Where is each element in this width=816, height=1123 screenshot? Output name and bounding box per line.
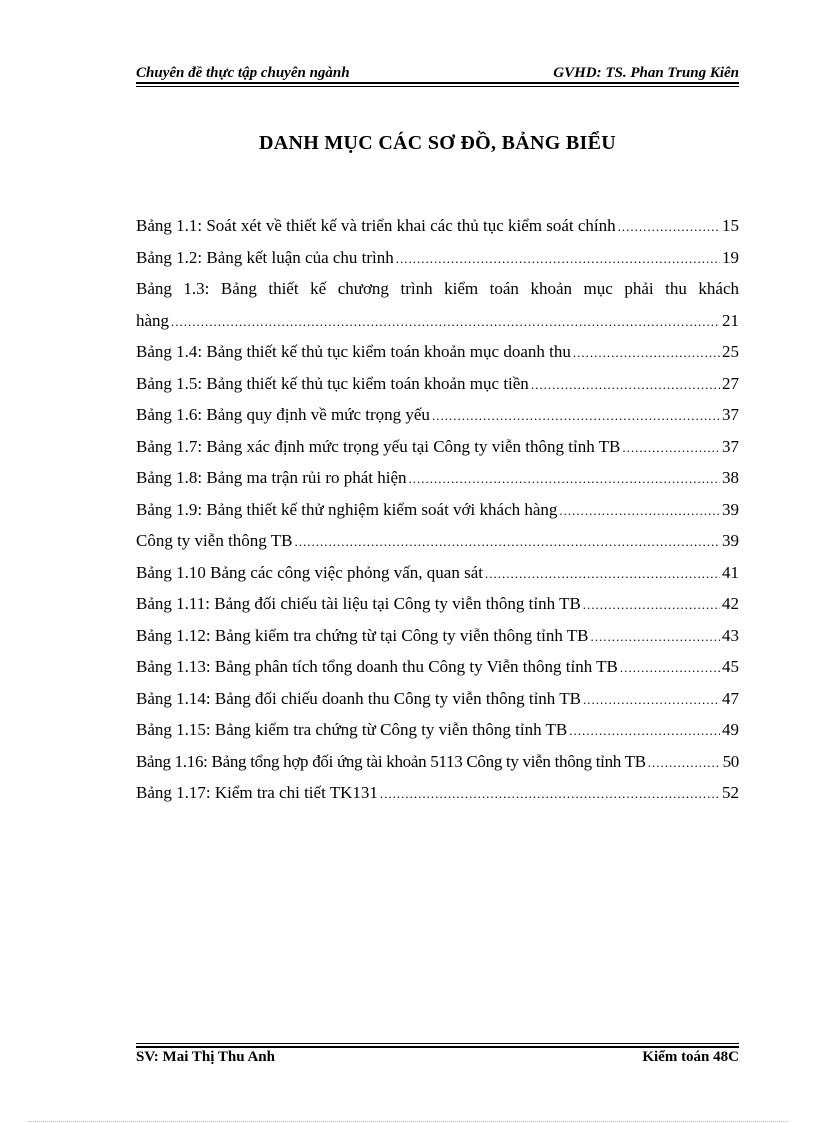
toc-entry-page: 45	[722, 657, 739, 676]
toc-entry-label: Bảng 1.17: Kiểm tra chi tiết TK131	[136, 783, 378, 802]
toc-entry-page: 15	[722, 216, 739, 235]
toc-entry-page: 25	[722, 342, 739, 361]
toc-leader	[432, 400, 720, 432]
toc-leader	[618, 211, 720, 243]
toc-entry[interactable]	[136, 210, 739, 242]
toc-entry[interactable]	[136, 683, 739, 715]
toc-entry[interactable]	[136, 242, 739, 274]
toc-entry-label: Bảng 1.16: Bảng tổng hợp đối ứng tài khoản 5113 Công ty viễn thông tỉnh TB	[136, 751, 646, 771]
toc-entry[interactable]	[136, 336, 739, 368]
toc-entry-page: 50	[722, 751, 739, 771]
toc-entry-label: Bảng 1.8: Bảng ma trận rủi ro phát hiện	[136, 468, 407, 487]
toc-entry-label: Bảng 1.1: Soát xét về thiết kế và triển khai các thủ tục kiểm soát chính	[136, 216, 616, 235]
toc-leader	[620, 652, 720, 684]
toc-entry-label: Bảng 1.5: Bảng thiết kế thủ tục kiểm toán khoản mục tiền	[136, 373, 529, 393]
toc-leader	[648, 747, 721, 779]
toc-leader	[591, 621, 720, 653]
toc-entry-page: 37	[722, 436, 739, 456]
page-edge-divider	[28, 1121, 788, 1122]
header-left: Chuyên đề thực tập chuyên ngành	[136, 65, 350, 81]
toc-entry[interactable]	[136, 714, 739, 746]
toc-entry[interactable]	[136, 368, 739, 400]
toc-entry-page: 52	[722, 783, 739, 802]
toc-leader	[569, 715, 720, 747]
toc-entry-label: Công ty viễn thông TB	[136, 531, 293, 550]
toc-entry-label: Bảng 1.7: Bảng xác định mức trọng yếu tại Công ty viễn thông tỉnh TB	[136, 436, 621, 456]
page-footer	[136, 1049, 739, 1066]
toc-entry-label: Bảng 1.9: Bảng thiết kế thử nghiệm kiểm soát với khách hàng	[136, 499, 558, 519]
toc-entry-label: Bảng 1.15: Bảng kiểm tra chứng từ Công ty viễn thông tỉnh TB	[136, 720, 568, 739]
toc-entry-label: Bảng 1.3: Bảng thiết kế chương trình kiểm toán khoản mục phải thu khách	[136, 279, 739, 298]
toc-entry[interactable]	[136, 588, 739, 620]
table-of-contents	[136, 210, 739, 809]
header-rule	[136, 82, 739, 84]
toc-entry[interactable]	[136, 399, 739, 431]
toc-entry[interactable]	[136, 746, 739, 778]
toc-entry-page: 39	[722, 499, 739, 519]
toc-leader	[583, 684, 720, 716]
toc-entry[interactable]	[136, 305, 739, 337]
toc-entry-label: Bảng 1.6: Bảng quy định về mức trọng yếu	[136, 405, 430, 424]
toc-leader	[380, 778, 720, 810]
toc-leader	[171, 306, 720, 338]
toc-entry-label: Bảng 1.4: Bảng thiết kế thủ tục kiểm toán khoản mục doanh thu	[136, 342, 571, 361]
toc-entry-label: Bảng 1.13: Bảng phân tích tổng doanh thu Công ty Viễn thông tỉnh TB	[136, 657, 618, 676]
toc-entry-line1[interactable]	[136, 273, 739, 305]
toc-leader	[485, 558, 720, 590]
toc-leader	[396, 243, 720, 275]
toc-entry[interactable]	[136, 777, 739, 809]
toc-entry-page: 47	[722, 688, 739, 708]
toc-entry-page: 39	[722, 531, 739, 550]
toc-entry-label: Bảng 1.11: Bảng đối chiếu tài liệu tại Công ty viễn thông tỉnh TB	[136, 594, 581, 613]
toc-leader	[531, 369, 720, 401]
toc-entry[interactable]	[136, 525, 739, 557]
toc-entry-page: 43	[722, 625, 739, 645]
toc-entry-page: 38	[722, 468, 739, 487]
page-title: DANH MỤC CÁC SƠ ĐỒ, BẢNG BIỂU	[258, 132, 617, 154]
footer-left: SV: Mai Thị Thu Anh	[136, 1049, 275, 1065]
toc-entry-label: Bảng 1.10 Bảng các công việc phỏng vấn, quan sát	[136, 562, 483, 582]
toc-entry-page: 19	[722, 247, 739, 267]
toc-leader	[622, 432, 720, 464]
toc-entry-page: 27	[722, 373, 739, 393]
toc-entry-label: Bảng 1.2: Bảng kết luận của chu trình	[136, 247, 394, 267]
footer-rule	[136, 1046, 739, 1048]
toc-entry[interactable]	[136, 557, 739, 589]
page-header	[136, 60, 739, 82]
toc-entry-page: 42	[722, 594, 739, 613]
toc-entry[interactable]	[136, 620, 739, 652]
toc-entry-page: 37	[722, 405, 739, 424]
footer-right: Kiểm toán 48C	[642, 1049, 739, 1065]
header-right: GVHD: TS. Phan Trung Kiên	[553, 65, 739, 81]
footer-rule-thin	[136, 1043, 739, 1044]
toc-entry-label: hàng	[136, 310, 170, 330]
toc-leader	[573, 337, 720, 369]
toc-entry-page: 41	[722, 562, 739, 582]
toc-leader	[583, 589, 720, 621]
header-rule-thin	[136, 86, 739, 87]
toc-entry[interactable]	[136, 651, 739, 683]
toc-entry-label: Bảng 1.14: Bảng đối chiếu doanh thu Công ty viễn thông tỉnh TB	[136, 688, 581, 708]
toc-entry[interactable]	[136, 462, 739, 494]
toc-leader	[559, 495, 720, 527]
toc-entry[interactable]	[136, 431, 739, 463]
toc-entry[interactable]	[136, 494, 739, 526]
toc-leader	[294, 526, 720, 558]
toc-leader	[409, 463, 720, 495]
toc-entry-page: 21	[722, 310, 739, 330]
toc-entry-label: Bảng 1.12: Bảng kiểm tra chứng từ tại Công ty viễn thông tỉnh TB	[136, 625, 589, 645]
toc-entry-page: 49	[722, 720, 739, 739]
